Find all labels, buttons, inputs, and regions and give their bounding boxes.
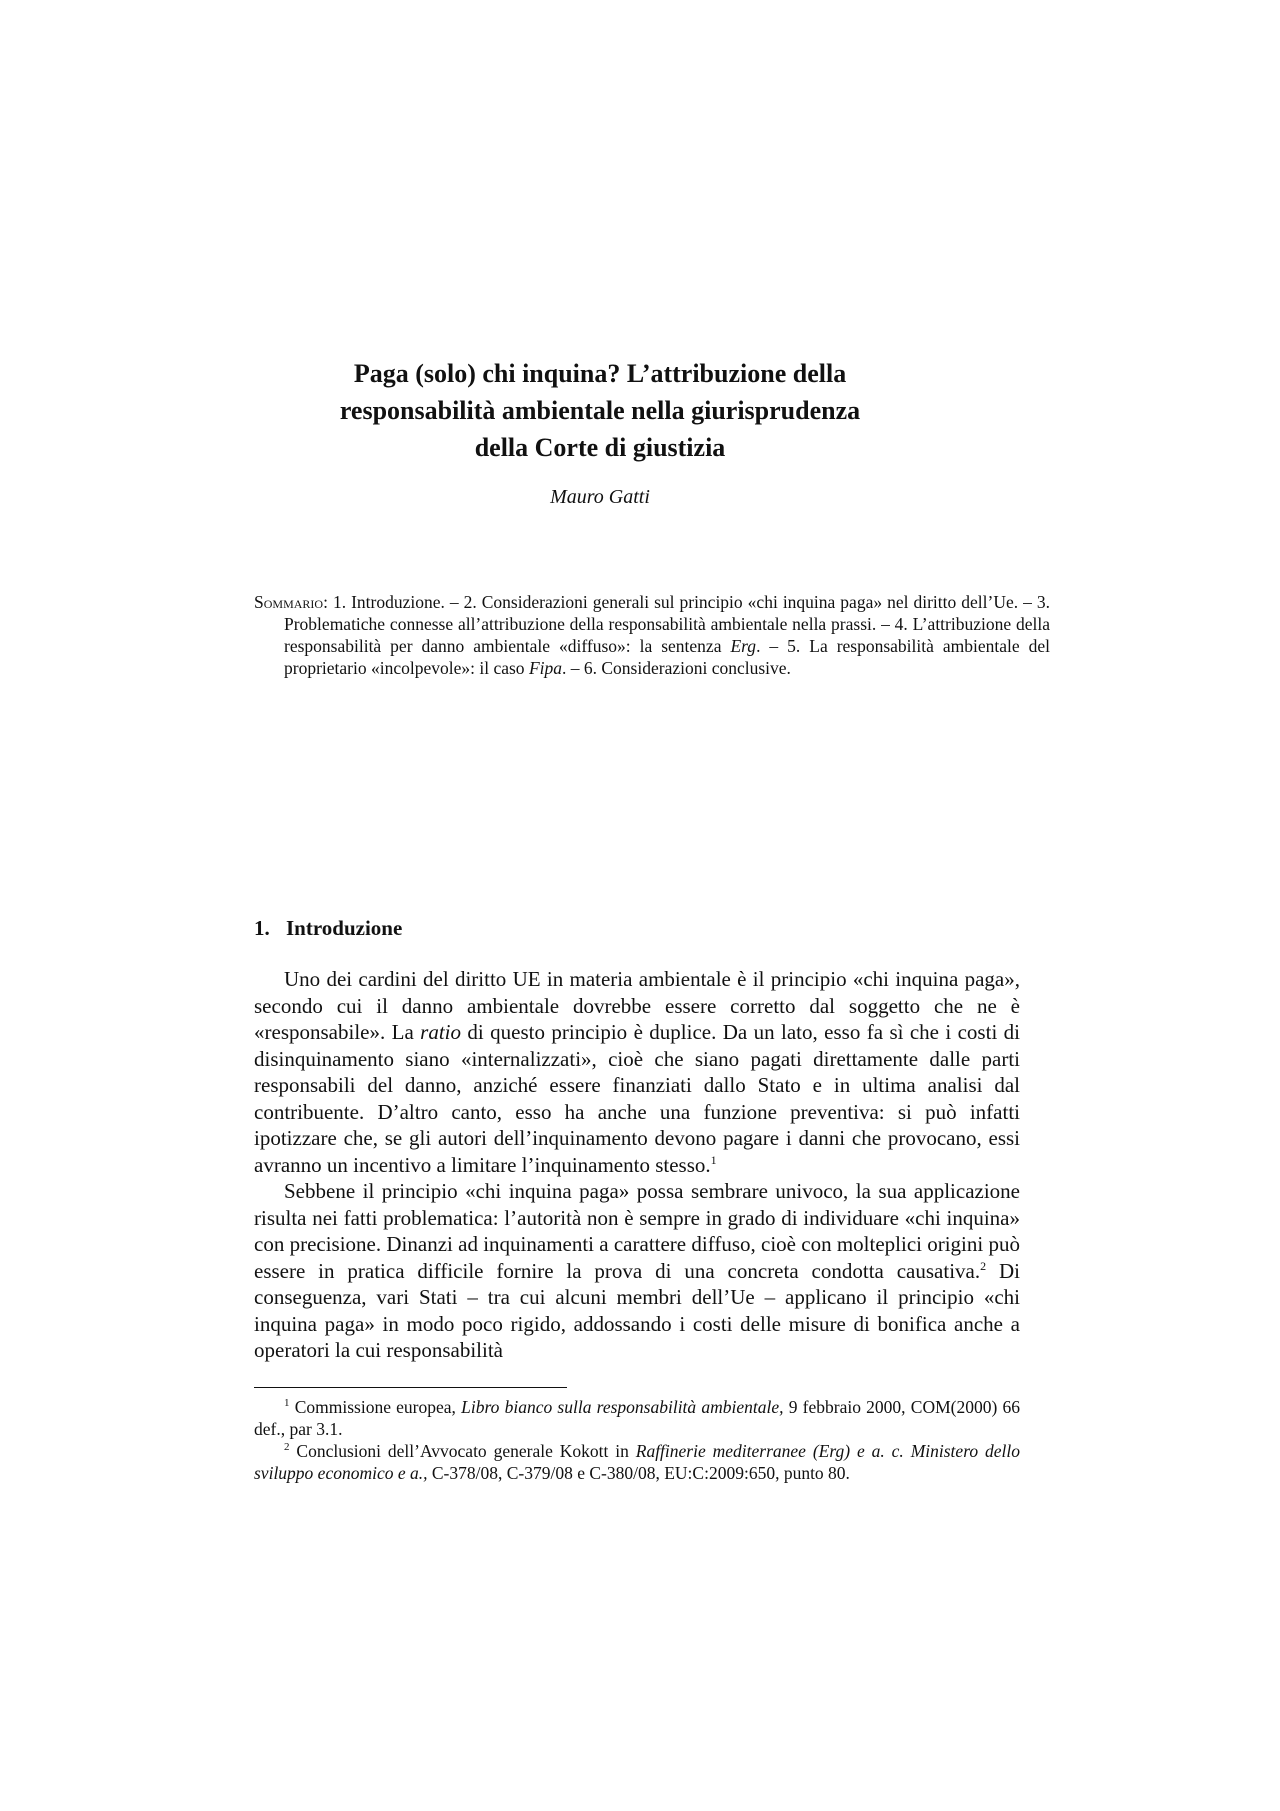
- footnote-1-number: 1: [284, 1397, 290, 1410]
- section-heading: [254, 916, 402, 941]
- summary-text-2: . – 5. La responsabilità ambientale del proprietario «incolpevole»: il caso: [284, 636, 1050, 678]
- author-name: Mauro Gatti: [550, 486, 650, 508]
- footnote-ref-2[interactable]: 2: [980, 1258, 987, 1273]
- summary-abstract: [254, 591, 1050, 679]
- section-number: 1.: [254, 916, 270, 940]
- title-line-1: Paga (solo) chi inquina? L’attribuzione della: [353, 359, 847, 388]
- section-title: Introduzione: [286, 916, 403, 940]
- footnote-2-text-2: C-378/08, C-379/08 e C-380/08, EU:C:2009:650, punto 80.: [427, 1463, 850, 1483]
- title-line-2: responsabilità ambientale nella giurisprudenza: [339, 396, 861, 425]
- footnote-1-text-2: 9 febbraio 2000, COM(2000) 66 def., par 3.1.: [254, 1397, 1020, 1439]
- summary-text-3: . – 6. Considerazioni conclusive.: [562, 658, 791, 678]
- footnote-2: [254, 1440, 1020, 1484]
- footnote-ref-1[interactable]: 1: [710, 1152, 717, 1167]
- paragraph-2: [254, 1178, 1020, 1364]
- title-line-3: della Corte di giustizia: [474, 433, 726, 462]
- paper-title: [250, 355, 950, 466]
- summary-erg: Erg: [730, 636, 757, 656]
- body-text: [254, 966, 1020, 1364]
- summary-text-1: : 1. Introduzione. – 2. Considerazioni generali sul principio «chi inquina paga» nel diritto dell’Ue. – 3. Problematiche connesse all’attribuzione della responsabilità ambientale nella prassi. – 4. L’attribuzione della responsabilità per danno ambientale «diffuso»: la sentenza: [284, 592, 1050, 656]
- paragraph-1-text-1: Uno dei cardini del diritto UE in materia ambientale è il principio «chi inquina paga», secondo cui il danno ambientale dovrebbe essere corretto dal soggetto che ne è «responsabile». La: [254, 967, 1020, 1044]
- footnote-2-text-1: Conclusioni dell’Avvocato generale Kokott in: [289, 1441, 636, 1461]
- footnote-1-text-1: Commissione europea,: [289, 1397, 462, 1417]
- footnote-separator: [254, 1387, 567, 1388]
- paragraph-2-text-2: Di conseguenza, vari Stati – tra cui alcuni membri dell’Ue – applicano il principio «chi inquina paga» in modo poco rigido, addossando i costi delle misure di bonifica anche a operatori la cui responsabilità: [254, 1258, 1021, 1362]
- paragraph-1-text-2: di questo principio è duplice. Da un lato, esso fa sì che i costi di disinquinamento siano «internalizzati», cioè che siano pagati direttamente dalle parti responsabili del danno, anziché essere finanziati dallo Stato e in ultima analisi dal contribuente. D’altro canto, esso ha anche una funzione preventiva: si può infatti ipotizzare che, se gli autori dell’inquinamento devono pagare i danni che provocano, essi avranno un incentivo a limitare l’inquinamento stesso.: [254, 1020, 1021, 1177]
- footnotes: [254, 1396, 1020, 1484]
- footnote-2-italic: Raffinerie mediterranee (Erg) e a. c. Ministero dello sviluppo economico e a.,: [254, 1441, 1020, 1483]
- summary-label: Sommario: [254, 592, 324, 612]
- summary-fipa: Fipa: [528, 658, 562, 678]
- footnote-1-italic: Libro bianco sulla responsabilità ambientale,: [461, 1397, 784, 1417]
- paragraph-1: [254, 966, 1020, 1178]
- paragraph-2-text-1: Sebbene il principio «chi inquina paga» possa sembrare univoco, la sua applicazione risulta nei fatti problematica: l’autorità non è sempre in grado di individuare «chi inquina» con precisione. Dinanzi ad inquinamenti a carattere diffuso, cioè con molteplici origini può essere in pratica difficile fornire la prova di una concreta condotta causativa.: [254, 1179, 1020, 1283]
- paragraph-1-ratio: ratio: [420, 1020, 462, 1044]
- footnote-1: [254, 1396, 1020, 1440]
- footnote-2-number: 2: [284, 1441, 290, 1454]
